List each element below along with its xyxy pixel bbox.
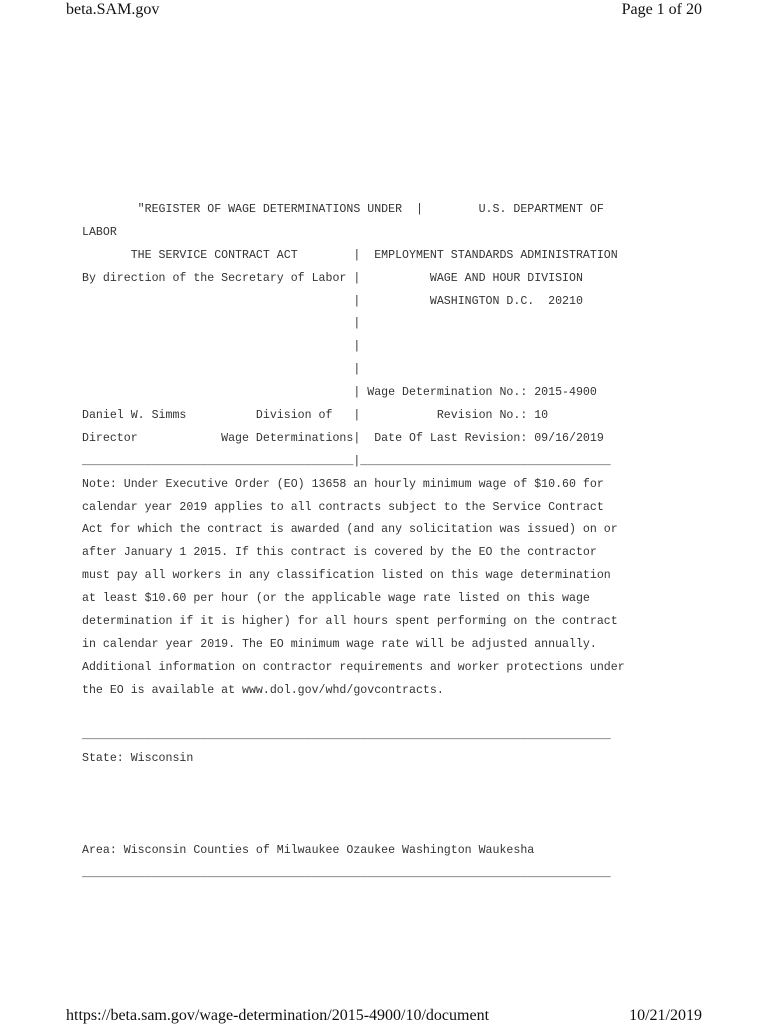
doc-line	[82, 794, 625, 817]
doc-line: Director Wage Determinations| Date Of Last Revision: 09/16/2019	[82, 431, 604, 445]
doc-line: in calendar year 2019. The EO minimum wage rate will be adjusted annually.	[82, 637, 597, 651]
wage-determination-text	[82, 199, 625, 886]
doc-line: must pay all workers in any classification listed on this wage determination	[82, 569, 611, 583]
doc-line: Act for which the contract is awarded (and any solicitation was issued) on or	[82, 523, 618, 537]
doc-line: after January 1 2015. If this contract is covered by the EO the contractor	[82, 546, 597, 560]
page-footer-url: https://beta.sam.gov/wage-determination/2015-4900/10/document	[66, 1007, 490, 1024]
doc-line: |	[82, 340, 361, 354]
doc-line: "REGISTER OF WAGE DETERMINATIONS UNDER | U.S. DEPARTMENT OF	[82, 203, 604, 216]
doc-line: Note: Under Executive Order (EO) 13658 an hourly minimum wage of $10.60 for	[82, 477, 604, 491]
doc-line: the EO is available at www.dol.gov/whd/govcontracts.	[82, 683, 444, 697]
doc-line: | WASHINGTON D.C. 20210	[82, 294, 583, 308]
doc-line: |	[82, 363, 361, 377]
doc-line: _______________________________________|____________________________________	[82, 454, 611, 468]
doc-line: State: Wisconsin	[82, 752, 194, 766]
doc-line: LABOR	[82, 225, 117, 239]
doc-line: ____________________________________________________________________________	[82, 729, 611, 743]
doc-line: determination if it is higher) for all hours spent performing on the contract	[82, 615, 618, 629]
doc-line: Daniel W. Simms Division of | Revision No.: 10	[82, 409, 549, 423]
doc-line: ____________________________________________________________________________	[82, 866, 611, 880]
doc-line: |	[82, 317, 361, 331]
doc-line: Additional information on contractor requirements and worker protections under	[82, 660, 625, 674]
doc-line: THE SERVICE CONTRACT ACT | EMPLOYMENT STANDARDS ADMINISTRATION	[82, 248, 618, 262]
doc-line	[82, 703, 625, 726]
page-footer-date: 10/21/2019	[629, 1007, 702, 1024]
doc-line: Area: Wisconsin Counties of Milwaukee Ozaukee Washington Waukesha	[82, 843, 535, 857]
doc-line	[82, 771, 625, 794]
page-header-site: beta.SAM.gov	[66, 1, 160, 18]
doc-line: at least $10.60 per hour (or the applicable wage rate listed on this wage	[82, 592, 590, 606]
page-header-page-indicator: Page 1 of 20	[621, 1, 702, 18]
doc-line: | Wage Determination No.: 2015-4900	[82, 386, 597, 400]
doc-line: calendar year 2019 applies to all contracts subject to the Service Contract	[82, 500, 604, 514]
doc-line	[82, 817, 625, 840]
doc-line: By direction of the Secretary of Labor | WAGE AND HOUR DIVISION	[82, 271, 583, 285]
